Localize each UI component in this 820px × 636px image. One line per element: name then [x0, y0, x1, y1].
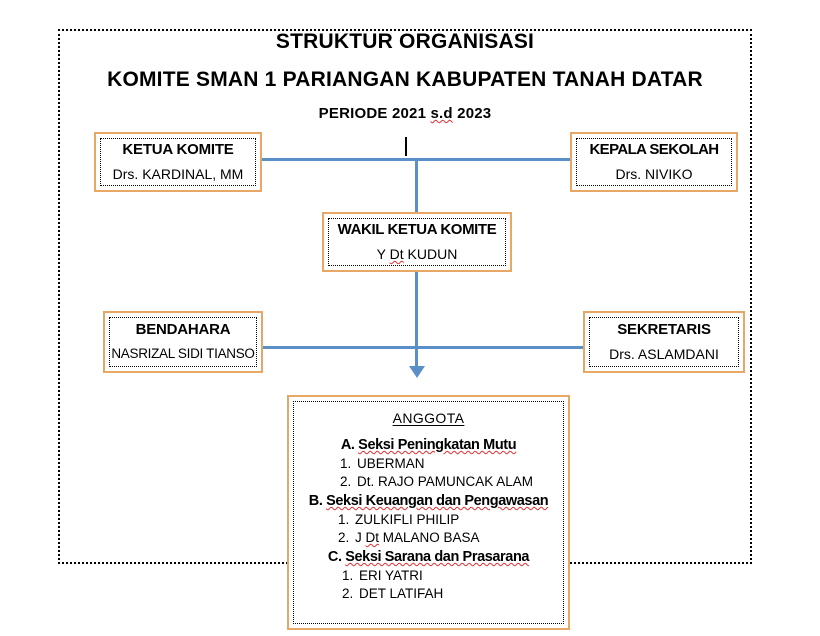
member-name-spellcheck-word: Dt	[365, 530, 380, 545]
anggota-section-c-label: C.	[327, 549, 342, 565]
anggota-section-b-label: B.	[308, 493, 323, 509]
connector-sekretaris	[415, 346, 585, 349]
box-kepala-sekolah[interactable]	[570, 132, 738, 192]
period-prefix: PERIODE 2021	[318, 105, 431, 122]
anggota-title: ANGGOTA	[392, 410, 465, 426]
member-name: ZULKIFLI PHILIP	[355, 512, 460, 527]
anggota-section-a-text: Seksi Peningkatan Mutu	[358, 437, 517, 453]
box-bendahara[interactable]	[103, 311, 263, 373]
anggota-section-a-label: A.	[340, 437, 355, 453]
anggota-member	[298, 456, 559, 471]
box-kepala-sekolah-inner	[576, 138, 732, 186]
box-wakil-ketua-komite-inner	[328, 218, 506, 266]
anggota-member	[298, 530, 559, 545]
anggota-member	[298, 512, 559, 527]
box-wakil-ketua-komite[interactable]	[322, 212, 512, 272]
member-number: 2.	[338, 530, 350, 545]
anggota-section-a-heading	[298, 437, 559, 453]
box-bendahara-title: BENDAHARA	[135, 320, 231, 338]
member-number: 2.	[342, 586, 354, 601]
anggota-section-c-text: Seksi Sarana dan Prasarana	[345, 549, 530, 565]
box-wakil-ketua-komite-title: WAKIL KETUA KOMITE	[337, 220, 497, 238]
box-ketua-komite-title: KETUA KOMITE	[122, 140, 234, 158]
period-suffix: 2023	[452, 105, 492, 122]
anggota-member	[298, 474, 559, 489]
text-caret	[405, 137, 407, 156]
anggota-section-b-heading	[298, 493, 559, 509]
box-kepala-sekolah-name: Drs. NIVIKO	[615, 166, 693, 183]
member-name: UBERMAN	[357, 456, 425, 471]
box-kepala-sekolah-title: KEPALA SEKOLAH	[589, 140, 719, 158]
member-name-suffix: MALANO BASA	[379, 530, 480, 545]
box-sekretaris-name: Drs. ASLAMDANI	[609, 346, 719, 363]
member-number: 1.	[342, 568, 354, 583]
member-number: 1.	[338, 512, 350, 527]
period-spellcheck-word: s.d	[430, 105, 453, 122]
member-number: 1.	[340, 456, 352, 471]
box-sekretaris[interactable]	[583, 311, 745, 373]
chart-title-line-2: KOMITE SMAN 1 PARIANGAN KABUPATEN TANAH DATAR	[107, 68, 703, 91]
member-name: DET LATIFAH	[359, 586, 444, 601]
anggota-section-b-text: Seksi Keuangan dan Pengawasan	[326, 493, 549, 509]
anggota-section-c	[298, 549, 559, 601]
arrowhead-icon	[409, 366, 425, 378]
box-anggota[interactable]	[287, 395, 570, 630]
chart-title-period	[60, 105, 750, 122]
anggota-section-c-heading	[298, 549, 559, 565]
anggota-member	[298, 568, 559, 583]
member-name: Dt. RAJO PAMUNCAK ALAM	[357, 474, 534, 489]
box-sekretaris-inner	[589, 317, 739, 367]
anggota-section-b	[298, 493, 559, 545]
box-bendahara-name: NASRIZAL SIDI TIANSO	[111, 346, 255, 362]
box-ketua-komite-inner	[100, 138, 256, 186]
anggota-member	[298, 586, 559, 601]
connector-wakil-to-anggota	[415, 271, 418, 368]
connector-top-to-wakil	[415, 158, 418, 214]
wakil-name-suffix: KUDUN	[403, 246, 458, 263]
member-name: ERI YATRI	[359, 568, 423, 583]
member-number: 2.	[340, 474, 352, 489]
box-sekretaris-title: SEKRETARIS	[617, 320, 711, 338]
box-bendahara-inner	[109, 317, 257, 367]
anggota-section-a	[298, 437, 559, 489]
member-name-prefix: J	[355, 530, 366, 545]
connector-bendahara	[262, 346, 417, 349]
wakil-name-spellcheck-word: Dt	[389, 246, 404, 263]
box-wakil-ketua-komite-name	[377, 247, 458, 262]
box-ketua-komite[interactable]	[94, 132, 262, 192]
chart-title-line-1: STRUKTUR ORGANISASI	[275, 30, 535, 53]
box-anggota-inner	[293, 401, 564, 624]
box-ketua-komite-name: Drs. KARDINAL, MM	[112, 166, 244, 183]
wakil-name-prefix: Y	[376, 246, 390, 263]
